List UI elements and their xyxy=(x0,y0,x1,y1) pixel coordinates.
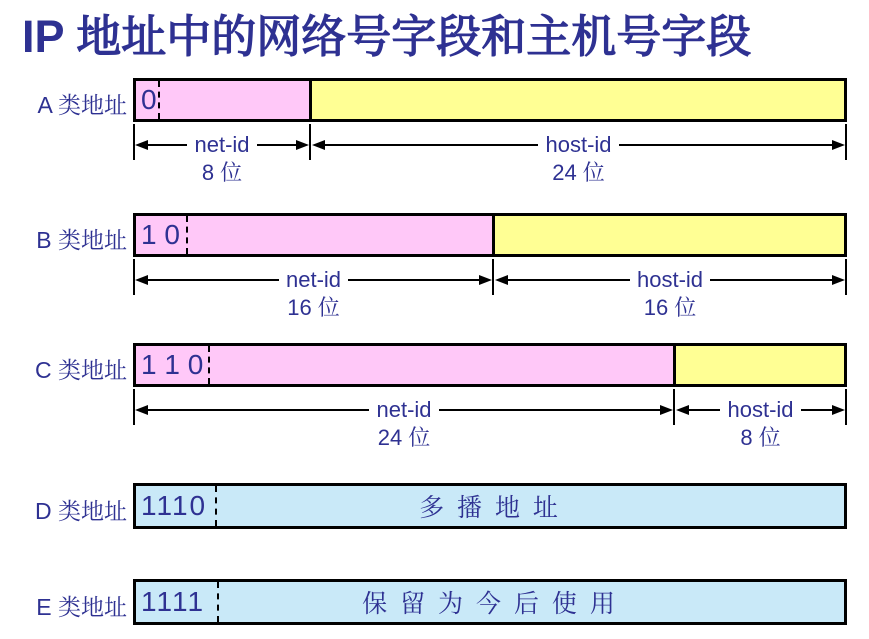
class-a-net-id-text: net-id xyxy=(194,132,250,157)
class-b-host-id-text: host-id xyxy=(636,267,704,292)
arrow-line xyxy=(801,409,832,411)
class-a-host-id-text: host-id xyxy=(545,132,612,157)
class-c-net-id-segment xyxy=(136,346,676,384)
class-a-prefix-dashed-divider xyxy=(158,81,160,119)
class-c-tick-right xyxy=(845,389,847,425)
class-c-host-id-measure-arrow xyxy=(676,397,845,423)
left-arrowhead-icon xyxy=(312,140,325,150)
class-e-label: E 类地址 xyxy=(36,594,127,620)
class-c-label: C 类地址 xyxy=(35,357,127,383)
class-b-tick-right xyxy=(845,259,847,295)
class-e-prefix-bits: 1111 xyxy=(141,586,206,617)
class-b-box xyxy=(133,213,847,257)
arrow-line xyxy=(325,144,538,146)
class-b-net-id-bits: 16 位 xyxy=(287,295,340,320)
class-c-tick-middle xyxy=(673,389,675,425)
class-a-prefix-bits: 0 xyxy=(141,84,157,115)
arrow-line xyxy=(710,279,832,281)
class-a-net-id-segment xyxy=(136,81,312,119)
class-b-net-id-measure-arrow xyxy=(135,267,492,293)
class-a-tick-right xyxy=(845,124,847,160)
class-d-label: D 类地址 xyxy=(35,498,127,524)
arrow-line xyxy=(348,279,479,281)
class-a-tick-middle xyxy=(309,124,311,160)
class-c-box xyxy=(133,343,847,387)
arrow-line xyxy=(689,409,720,411)
diagram-title: IP 地址中的网络号字段和主机号字段 xyxy=(22,11,752,62)
left-arrowhead-icon xyxy=(135,140,148,150)
class-c-prefix-bits: 1 1 0 xyxy=(141,349,204,380)
arrow-line xyxy=(619,144,832,146)
class-a-net-id-bits: 8 位 xyxy=(201,160,243,185)
class-a-host-id-measure-arrow xyxy=(312,132,845,158)
class-d-box xyxy=(133,483,847,529)
class-b-net-id-text: net-id xyxy=(285,267,342,292)
class-b-net-id-segment xyxy=(136,216,495,254)
class-b-prefix-bits: 1 0 xyxy=(141,219,180,250)
class-e-content-text: 保 留 为 今 后 使 用 xyxy=(362,590,618,618)
right-arrowhead-icon xyxy=(832,140,845,150)
class-d-content-text: 多 播 地 址 xyxy=(419,494,561,522)
class-c-net-id-measure-arrow xyxy=(135,397,673,423)
left-arrowhead-icon xyxy=(135,275,148,285)
class-c-host-id-bits: 8 位 xyxy=(740,425,781,450)
class-c-net-id-bits: 24 位 xyxy=(377,425,431,450)
class-a-box xyxy=(133,78,847,122)
arrow-line xyxy=(508,279,630,281)
class-a-label: A 类地址 xyxy=(37,92,127,118)
arrow-line xyxy=(148,144,187,146)
arrow-line xyxy=(439,409,660,411)
right-arrowhead-icon xyxy=(660,405,673,415)
class-b-tick-middle xyxy=(492,259,494,295)
class-d-prefix-dashed-divider xyxy=(215,486,217,526)
arrow-line xyxy=(148,279,279,281)
class-a-host-id-bits: 24 位 xyxy=(552,160,605,185)
class-b-label: B 类地址 xyxy=(36,227,127,253)
class-c-net-id-text: net-id xyxy=(376,397,432,422)
class-b-host-id-bits: 16 位 xyxy=(643,295,697,320)
right-arrowhead-icon xyxy=(832,405,845,415)
class-e-box xyxy=(133,579,847,625)
class-b-prefix-dashed-divider xyxy=(186,216,188,254)
right-arrowhead-icon xyxy=(479,275,492,285)
class-b-host-id-measure-arrow xyxy=(495,267,845,293)
class-a-net-id-measure-arrow xyxy=(135,132,309,158)
class-c-host-id-text: host-id xyxy=(727,397,794,422)
right-arrowhead-icon xyxy=(296,140,309,150)
arrow-line xyxy=(148,409,369,411)
right-arrowhead-icon xyxy=(832,275,845,285)
class-e-prefix-dashed-divider xyxy=(217,582,219,622)
left-arrowhead-icon xyxy=(676,405,689,415)
arrow-line xyxy=(257,144,296,146)
class-c-prefix-dashed-divider xyxy=(208,346,210,384)
left-arrowhead-icon xyxy=(495,275,508,285)
class-d-prefix-bits: 1110 xyxy=(141,490,208,521)
left-arrowhead-icon xyxy=(135,405,148,415)
